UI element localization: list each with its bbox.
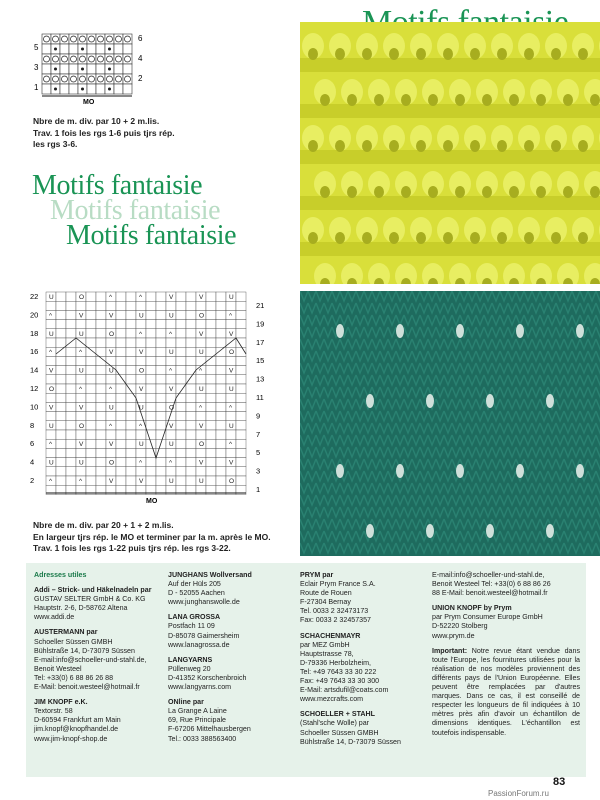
address-line: 69, Rue Principale	[168, 716, 226, 725]
svg-text:V: V	[139, 478, 144, 485]
svg-text:^: ^	[169, 367, 173, 375]
svg-text:U: U	[169, 349, 174, 357]
address-line: E-mail:info@schoeller-und-stahl.de,	[432, 571, 545, 579]
address-line: jim.knopf@knopfhandel.de	[34, 725, 119, 734]
address-name: AUSTERMANN par	[34, 628, 98, 637]
chart2-row-label: 3	[256, 466, 261, 476]
chart1-row-label: 2	[138, 74, 143, 83]
svg-text:^: ^	[49, 312, 53, 320]
address-line: Fax: 0033 2 32457357	[300, 616, 371, 625]
address-line: www.prym.de	[432, 631, 475, 640]
addresses-box	[26, 563, 586, 777]
svg-text:U: U	[109, 404, 114, 412]
address-entry	[34, 586, 159, 622]
chart2-row-label: 15	[256, 356, 265, 366]
address-line: La Grange A Laine	[168, 707, 227, 716]
address-entry	[168, 656, 293, 692]
svg-text:^: ^	[169, 330, 173, 338]
chart2-row-label: 22	[30, 292, 39, 301]
svg-text:O: O	[109, 330, 115, 338]
address-line: Hauptstr. 2-6, D-58762 Altena	[34, 604, 128, 613]
address-name: LANGYARNS	[168, 655, 213, 664]
address-line: E-mail:info@schoeller-und-stahl.de,	[34, 655, 147, 664]
svg-text:U: U	[199, 349, 204, 357]
address-line: par MEZ GmbH	[300, 640, 350, 649]
chart2-row-label: 16	[30, 347, 39, 357]
green-knit-photo	[300, 291, 600, 556]
svg-text:^: ^	[79, 349, 83, 357]
chart2-row-label: 11	[256, 393, 264, 402]
address-line: (Stahl'sche Wolle) par	[300, 719, 370, 728]
knitting-chart-1	[28, 32, 158, 107]
svg-text:U: U	[49, 330, 54, 338]
svg-text:V: V	[109, 312, 114, 320]
note-line: Trav. 1 fois les rgs 1-6 puis tjrs rép.	[33, 127, 175, 138]
address-line: Benoit Westeel Tel: +33(0) 6 88 86 26	[432, 580, 551, 589]
chart1-notes	[33, 116, 175, 151]
svg-text:V: V	[49, 367, 54, 375]
svg-text:O: O	[109, 459, 115, 467]
address-line: E-Mail: benoit.westeel@hotmail.fr	[34, 683, 140, 692]
address-line: Route de Rouen	[300, 589, 352, 598]
svg-text:U: U	[199, 478, 204, 485]
address-line: Eclair Prym France S.A.	[300, 580, 376, 589]
address-line: Hauptstrasse 78,	[300, 649, 354, 658]
svg-text:U: U	[169, 441, 174, 449]
address-name: Addi – Strick- und Häkelnadeln par	[34, 586, 152, 595]
address-entry	[432, 604, 580, 640]
chart2-row-label: 20	[30, 310, 39, 320]
svg-text:^: ^	[139, 330, 143, 338]
chart2-row-label: 1	[256, 485, 261, 494]
svg-text:V: V	[79, 441, 84, 449]
chart2-row-label: 10	[30, 402, 39, 412]
note-line: Trav. 1 fois les rgs 1-22 puis tjrs rép. les rgs 3-22.	[33, 543, 231, 553]
address-name: JUNGHANS Wollversand	[168, 571, 252, 579]
address-line: www.jim-knopf-shop.de	[34, 734, 108, 743]
svg-text:O: O	[79, 422, 85, 430]
address-line: Postfach 11 09	[168, 622, 215, 631]
address-entry	[432, 571, 580, 598]
svg-text:O: O	[49, 386, 55, 393]
svg-text:O: O	[139, 367, 145, 375]
address-line: Textorstr. 58	[34, 707, 73, 716]
svg-text:V: V	[229, 330, 234, 338]
address-entry	[168, 698, 293, 743]
svg-text:U: U	[169, 312, 174, 320]
note-line: Nbre de m. div. par 20 + 1 + 2 m.lis.	[33, 520, 174, 530]
address-entry	[300, 632, 430, 705]
svg-text:^: ^	[199, 404, 203, 412]
address-line: Tel. 0033 2 32473173	[300, 607, 369, 616]
address-line: D-85078 Gaimersheim	[168, 631, 240, 640]
address-column-4	[432, 571, 580, 738]
address-entry	[168, 613, 293, 649]
address-entry	[34, 698, 159, 743]
svg-text:U: U	[79, 330, 84, 338]
address-entry	[34, 628, 159, 692]
chart2-row-label: 12	[30, 384, 39, 393]
chart2-row-label: 2	[30, 476, 35, 485]
svg-text:V: V	[169, 294, 174, 301]
svg-text:U: U	[139, 404, 144, 412]
address-line: Bühlstraße 14, D-73079 Süssen	[34, 646, 135, 655]
svg-text:O: O	[79, 294, 85, 301]
chart2-notes	[33, 520, 271, 555]
svg-text:V: V	[139, 386, 144, 393]
address-line: Benoit Westeel	[34, 664, 82, 673]
address-name: SCHOELLER + STAHL	[300, 710, 375, 719]
address-name: SCHACHENMAYR	[300, 631, 361, 640]
addresses-heading: Adresses utiles	[34, 571, 87, 579]
address-name: LANA GROSSA	[168, 613, 221, 622]
svg-text:O: O	[169, 404, 175, 412]
chart2-row-label: 19	[256, 319, 265, 329]
address-line: www.langyarns.com	[168, 683, 232, 692]
note-line: les rgs 3-6.	[33, 139, 78, 149]
address-line: D - 52055 Aachen	[168, 589, 225, 598]
svg-text:^: ^	[79, 478, 83, 485]
address-line: www.addi.de	[34, 613, 75, 622]
chart1-row-label: 3	[34, 63, 39, 72]
address-line: F-67206 Mittelhausbergen	[168, 725, 251, 734]
address-line: Fax: +49 7643 33 30 300	[300, 677, 380, 686]
svg-text:^: ^	[49, 349, 53, 357]
svg-text:U: U	[199, 386, 204, 393]
chart1-row-label: 6	[138, 34, 143, 43]
address-column-3	[300, 571, 430, 753]
address-line: Schoeller Süssen GMBH	[300, 728, 379, 737]
svg-text:V: V	[169, 386, 174, 393]
chart1-row-label: 5	[34, 43, 39, 52]
svg-text:U: U	[229, 386, 234, 393]
svg-text:V: V	[109, 478, 114, 485]
svg-text:^: ^	[109, 294, 113, 301]
svg-text:^: ^	[229, 404, 233, 412]
address-column-2	[168, 571, 293, 750]
svg-text:U: U	[79, 367, 84, 375]
chart2-row-label: 14	[30, 365, 39, 375]
svg-text:O: O	[199, 312, 205, 320]
address-line: D-41352 Korschenbroich	[168, 673, 247, 682]
svg-text:U: U	[79, 459, 84, 467]
svg-text:U: U	[169, 478, 174, 485]
chart2-row-label: 5	[256, 448, 261, 458]
svg-text:^: ^	[109, 422, 113, 430]
svg-text:^: ^	[79, 386, 83, 393]
chart1-row-label: 4	[138, 54, 143, 63]
address-name: ONline par	[168, 698, 204, 707]
chart2-row-label: 4	[30, 457, 35, 467]
svg-text:^: ^	[139, 422, 143, 430]
chart2-row-label: 17	[256, 337, 265, 347]
svg-text:U: U	[229, 294, 234, 301]
important-label: Important:	[432, 646, 468, 655]
address-line: D-60594 Frankfurt am Main	[34, 716, 121, 725]
page-number: 83	[553, 776, 566, 788]
svg-text:V: V	[199, 459, 204, 467]
svg-text:V: V	[199, 330, 204, 338]
motif-heading: Motifs fantaisie	[32, 170, 203, 201]
motif-heading-light: Motifs fantaisie	[50, 195, 221, 226]
svg-text:V: V	[199, 294, 204, 301]
address-entry	[300, 571, 430, 626]
svg-text:^: ^	[229, 441, 233, 449]
motif-heading: Motifs fantaisie	[66, 220, 237, 251]
address-line: E-Mail: artsdufil@coats.com	[300, 686, 389, 695]
svg-text:^: ^	[139, 459, 143, 467]
chart2-row-label: 6	[30, 439, 35, 449]
note-line: Nbre de m. div. par 10 + 2 m.lis.	[33, 116, 160, 126]
address-column-1	[34, 571, 159, 750]
svg-text:U: U	[139, 441, 144, 449]
svg-text:^: ^	[199, 367, 203, 375]
address-line: Auf der Hüls 205	[168, 580, 221, 589]
address-line: Bühlstraße 14, D-73079 Süssen	[300, 737, 401, 746]
knitting-chart-2	[28, 288, 278, 508]
yellow-knit-photo	[300, 22, 600, 284]
svg-text:U: U	[49, 294, 54, 301]
svg-text:U: U	[49, 459, 54, 467]
svg-text:O: O	[199, 441, 205, 449]
svg-text:V: V	[139, 349, 144, 357]
important-text: Notre revue étant vendue dans toute l'Europe, les fournitures utilisées pour la réalisation de nos modèles proviennent des différents pays de l'Union Européenne. Elles peuvent être remplacées par d'autres marques. Dans ce cas, il est conseillé de respecter les longueurs de fil indiquées à 10 mètres près afin d'avoir un échantillon de dimensions identiques. L'échantillon est toutefois indispensable.	[432, 646, 580, 737]
svg-text:^: ^	[139, 294, 143, 301]
address-line: Tel: +49 7643 33 30 222	[300, 667, 377, 676]
watermark: PassionForum.ru	[488, 789, 549, 798]
address-entry	[168, 571, 293, 607]
svg-text:^: ^	[49, 478, 53, 485]
svg-text:V: V	[199, 422, 204, 430]
svg-text:^: ^	[169, 459, 173, 467]
note-line: En largeur tjrs rép. le MO et terminer par la m. après le MO.	[33, 531, 271, 542]
svg-text:U: U	[229, 422, 234, 430]
address-line: Tel: +33(0) 6 88 86 26 88	[34, 673, 114, 682]
svg-text:V: V	[109, 441, 114, 449]
chart2-mo-label: MO	[146, 498, 158, 505]
svg-text:V: V	[79, 404, 84, 412]
address-name: PRYM par	[300, 571, 334, 579]
address-line: F-27304 Bernay	[300, 598, 351, 607]
svg-text:U: U	[49, 422, 54, 430]
chart2-row-label: 21	[256, 301, 265, 310]
svg-text:O: O	[229, 478, 235, 485]
chart2-row-label: 13	[256, 374, 265, 384]
svg-text:^: ^	[229, 312, 233, 320]
svg-text:^: ^	[109, 386, 113, 393]
svg-text:V: V	[109, 349, 114, 357]
svg-text:V: V	[49, 404, 54, 412]
important-notice	[432, 647, 580, 738]
address-line: 88 E-Mail: benoit.westeel@hotmail.fr	[432, 589, 548, 598]
chart1-row-label: 1	[34, 83, 39, 92]
address-entry	[300, 710, 430, 746]
address-line: Schoeller Süssen GMBH	[34, 637, 113, 646]
address-line: GUSTAV SELTER GmbH & Co. KG	[34, 595, 146, 604]
address-line: www.junghanswolle.de	[168, 598, 240, 607]
chart2-row-label: 8	[30, 420, 35, 430]
address-line: D-79336 Herbolzheim,	[300, 658, 371, 667]
svg-text:U: U	[139, 312, 144, 320]
svg-text:O: O	[229, 349, 235, 357]
chart2-row-label: 18	[30, 328, 39, 338]
svg-text:V: V	[229, 459, 234, 467]
address-line: Püllenweg 20	[168, 664, 211, 673]
svg-text:^: ^	[49, 441, 53, 449]
address-line: Tel.: 0033 388563400	[168, 734, 237, 743]
address-name: UNION KNOPF by Prym	[432, 604, 512, 613]
chart2-row-label: 9	[256, 411, 261, 421]
svg-text:V: V	[229, 367, 234, 375]
chart1-mo-label: MO	[83, 99, 95, 106]
chart2-row-label: 7	[256, 429, 261, 439]
svg-text:U: U	[109, 367, 114, 375]
address-name: JIM KNOPF e.K.	[34, 698, 88, 707]
address-line: www.mezcrafts.com	[300, 695, 364, 704]
address-line: par Prym Consumer Europe GmbH	[432, 613, 543, 622]
svg-text:V: V	[169, 422, 174, 430]
address-line: D-52220 Stolberg	[432, 622, 488, 631]
address-line: www.lanagrossa.de	[168, 640, 230, 649]
svg-text:V: V	[79, 312, 84, 320]
